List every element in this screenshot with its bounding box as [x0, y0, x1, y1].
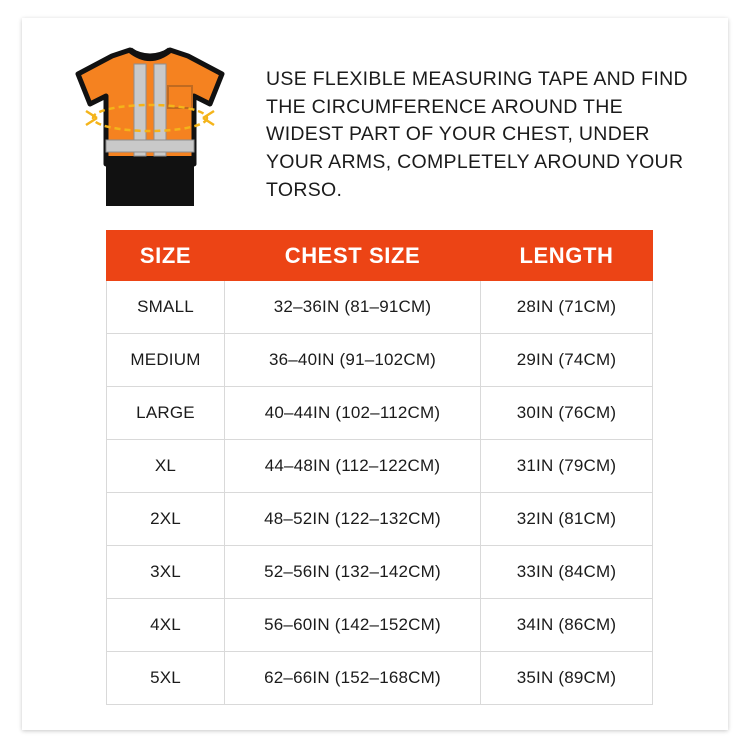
- measuring-instructions-text: USE FLEXIBLE MEASURING TAPE AND FIND THE CIRCUMFERENCE AROUND THE WIDEST PART OF YOUR CHEST, UNDER YOUR ARMS, COMPLETELY AROUND YOUR TORSO.: [266, 68, 688, 201]
- cell-size: 2XL: [107, 493, 225, 546]
- table-row: [107, 334, 653, 387]
- cell-size: 4XL: [107, 599, 225, 652]
- table-row: [107, 599, 653, 652]
- cell-chest: 36–40IN (91–102CM): [225, 334, 481, 387]
- table-header-row: [107, 231, 653, 281]
- hi-vis-t-shirt-icon: [50, 46, 250, 216]
- table-row: [107, 652, 653, 705]
- cell-size: LARGE: [107, 387, 225, 440]
- cell-size: 5XL: [107, 652, 225, 705]
- cell-length: 33IN (84CM): [481, 546, 653, 599]
- cell-chest: 32–36IN (81–91CM): [225, 281, 481, 334]
- cell-length: 35IN (89CM): [481, 652, 653, 705]
- table-header: [107, 231, 653, 281]
- column-header-size: SIZE: [107, 231, 225, 281]
- cell-chest: 52–56IN (132–142CM): [225, 546, 481, 599]
- cell-chest: 44–48IN (112–122CM): [225, 440, 481, 493]
- table-body: [107, 281, 653, 705]
- cell-size: SMALL: [107, 281, 225, 334]
- size-chart-table: [106, 230, 653, 705]
- cell-length: 31IN (79CM): [481, 440, 653, 493]
- cell-chest: 62–66IN (152–168CM): [225, 652, 481, 705]
- table-row: [107, 387, 653, 440]
- column-header-chest-size: CHEST SIZE: [225, 231, 481, 281]
- cell-chest: 56–60IN (142–152CM): [225, 599, 481, 652]
- column-header-length: LENGTH: [481, 231, 653, 281]
- table-row: [107, 546, 653, 599]
- cell-length: 30IN (76CM): [481, 387, 653, 440]
- cell-length: 29IN (74CM): [481, 334, 653, 387]
- cell-length: 32IN (81CM): [481, 493, 653, 546]
- cell-chest: 48–52IN (122–132CM): [225, 493, 481, 546]
- cell-length: 34IN (86CM): [481, 599, 653, 652]
- cell-size: MEDIUM: [107, 334, 225, 387]
- shirt-illustration-wrapper: [50, 46, 250, 216]
- cell-size: 3XL: [107, 546, 225, 599]
- cell-length: 28IN (71CM): [481, 281, 653, 334]
- cell-size: XL: [107, 440, 225, 493]
- table-row: [107, 281, 653, 334]
- table-row: [107, 493, 653, 546]
- table-row: [107, 440, 653, 493]
- cell-chest: 40–44IN (102–112CM): [225, 387, 481, 440]
- size-chart-card: [22, 18, 728, 730]
- top-section: [22, 18, 728, 223]
